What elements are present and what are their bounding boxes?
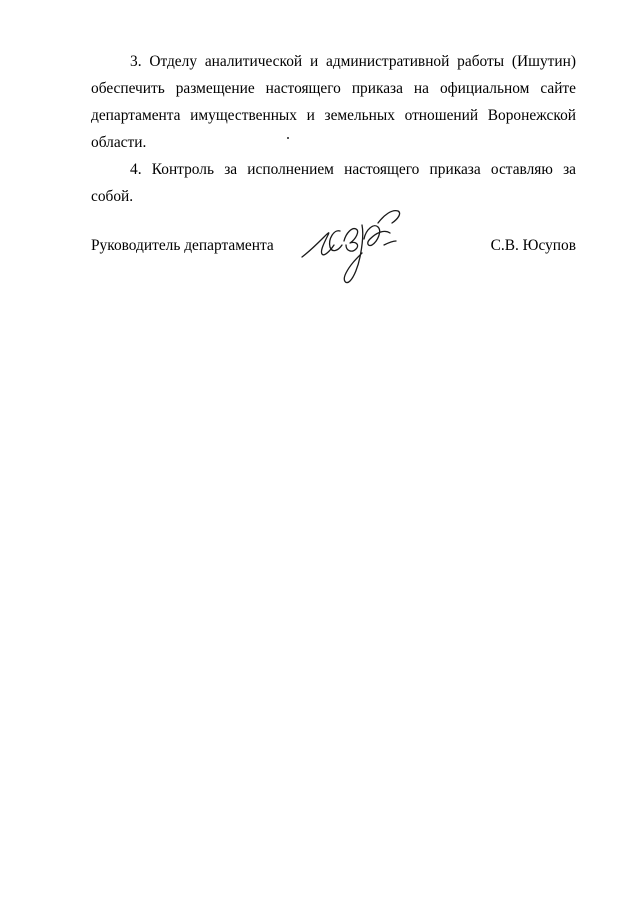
signatory-title: Руководитель департамента <box>91 237 274 254</box>
paragraph-3: 3. Отделу аналитической и административной работы (Ишутин) обеспечить размещение настоящего приказа на официальном сайте департамента имущественных и земельных отношений Воронежской области. <box>91 53 576 151</box>
paragraph-4: 4. Контроль за исполнением настоящего приказа оставляю за собой. <box>91 161 576 205</box>
scan-speck <box>287 137 289 139</box>
signatory-name: С.В. Юсупов <box>490 237 576 254</box>
document-body <box>91 48 576 210</box>
handwritten-signature <box>300 205 410 287</box>
